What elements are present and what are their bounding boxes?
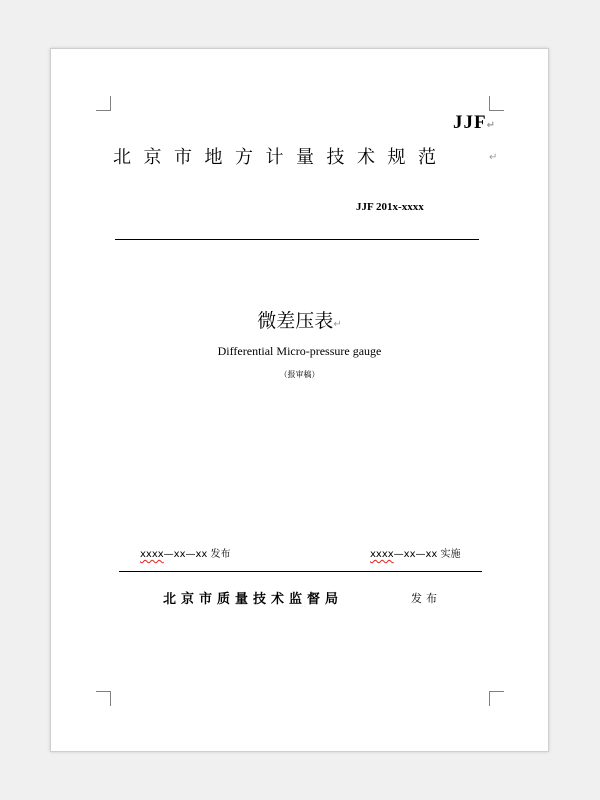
document-page [50,48,549,752]
implement-date: xxxx—xx—xx 实施 [370,549,461,560]
footer-rule [119,571,482,572]
crop-mark-bottom-right [489,691,504,706]
issuing-authority: 北京市质量技术监督局 [163,592,344,607]
document-number: JJF 201x-xxxx [356,201,424,213]
document-title-en: Differential Micro-pressure gauge [217,344,382,358]
crop-mark-top-left [96,96,111,111]
crop-mark-top-right [489,96,504,111]
paragraph-mark: ↵ [489,152,498,163]
header-rule [115,239,479,240]
standard-abbreviation: JJF↵ [453,112,496,133]
issue-label: 发布 [411,592,441,605]
draft-status: （报审稿） [279,370,320,379]
paragraph-mark: ↵ [486,120,496,131]
standard-category: 北京市地方计量技术规范 [113,147,449,168]
paragraph-mark: ↵ [333,319,342,330]
document-title-cn: 微差压表↵ [257,310,342,332]
publish-date: xxxx—xx—xx 发布 [140,549,231,560]
crop-mark-bottom-left [96,691,111,706]
